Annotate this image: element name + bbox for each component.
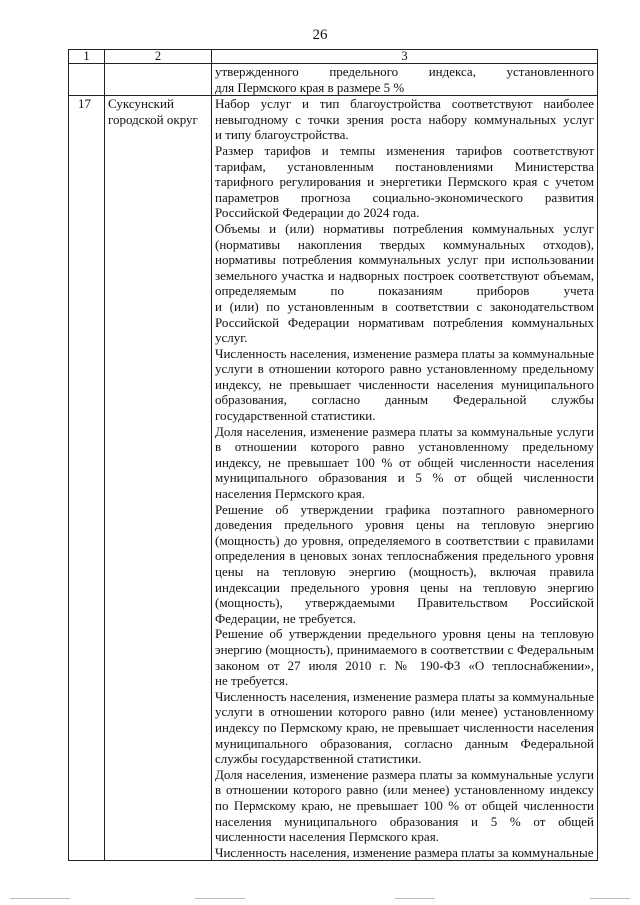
text-line: муниципального образования и 5 % от общей численности (215, 470, 594, 486)
text-line: индексу, не превышает численности населения муниципального (215, 376, 594, 392)
text-line: определения в ценовых зонах теплоснабжения предельного уровня (215, 548, 594, 564)
text-line: населения Пермского края. (215, 486, 366, 502)
header-col-2: 2 (105, 50, 212, 64)
text-line: параметров прогноза социально-экономического развития (215, 189, 594, 205)
text-line: земельного участка и надворных построек соответствуют объемам, (215, 267, 594, 283)
municipality-line: городской округ (108, 111, 198, 127)
text-line: и типу благоустройства. (215, 127, 349, 143)
text-line: законом от 27 июля 2010 г. № 190-ФЗ «О теплоснабжении», (215, 657, 594, 673)
paragraph (215, 96, 594, 143)
text-line: Набор услуг и тип благоустройства соответствуют наиболее (215, 96, 594, 112)
continuation-row (69, 64, 598, 96)
text-line: в отношении которого равно установленному предельному (215, 439, 594, 455)
paragraph (215, 143, 594, 221)
header-col-3: 3 (212, 50, 598, 64)
text-line: (мощность) до уровня, определяемого в соответствии с правилами (215, 532, 594, 548)
text-line: муниципального образования, согласно данным Федеральной (215, 735, 594, 751)
text-line: Решение об утверждении графика поэтапного равномерного (215, 501, 594, 517)
text-line: услуг. (215, 330, 248, 346)
text-line: государственной статистики. (215, 408, 376, 424)
scan-artifact-line (395, 898, 435, 899)
paragraph (215, 346, 594, 424)
text-line: для Пермского края в размере 5 % (215, 79, 405, 95)
text-line: по Пермскому краю, не превышает 100 % от общей численности (215, 797, 594, 813)
row-content (212, 96, 598, 861)
text-line: индексации предельного уровня цены на тепловую энергию (215, 579, 594, 595)
paragraph (215, 502, 594, 627)
text-line: (мощность), утверждаемыми Правительством Российской (215, 595, 594, 611)
text-line: Численность населения, изменение размера платы за коммунальные (215, 688, 594, 704)
text-line: тарифам, установленным постановлениями Министерства (215, 158, 594, 174)
text-line: энергию (мощность), принимаемого в соответствии с Федеральным (215, 641, 594, 657)
paragraph (215, 767, 594, 845)
text-line: Доля населения, изменение размера платы за коммунальные услуги (215, 423, 594, 439)
scan-artifact-line (10, 898, 70, 899)
text-line: доведения предельного уровня цены на тепловую энергию (215, 517, 594, 533)
text-line: индексу по Пермскому краю, не превышает численности населения (215, 719, 594, 735)
text-line: не требуется. (215, 673, 289, 689)
paragraph (215, 626, 594, 688)
text-line: услуги в отношении которого равно (или менее) установленному (215, 704, 594, 720)
text-line: цены на тепловую энергию (мощность), включая правила (215, 564, 594, 579)
text-line: Федерации, не требуется. (215, 610, 357, 626)
text-line: Численность населения, изменение размера платы за коммунальные (215, 844, 594, 860)
text-line: образования, согласно данным Федеральной службы (215, 392, 594, 408)
paragraph (215, 689, 594, 767)
municipality-name (105, 96, 212, 861)
text-line: утвержденного предельного индекса, установленного (215, 64, 594, 79)
text-line: Размер тарифов и темпы изменения тарифов соответствуют (215, 142, 594, 158)
text-line: Российской Федерации до 2024 года. (215, 205, 420, 221)
text-line: невыгодному с точки зрения роста набору коммунальных услуг (215, 111, 594, 127)
text-line: Численность населения, изменение размера платы за коммунальные (215, 345, 594, 361)
continuation-municipality-cell (105, 64, 212, 96)
text-line: в отношении которого равно (или менее) установленному индексу (215, 782, 594, 798)
text-line: численности населения Пермского края. (215, 829, 439, 845)
page-number: 26 (312, 27, 328, 43)
text-line: (нормативы накопления твердых коммунальных отходов), (215, 236, 594, 252)
text-line: населения муниципального образования и 5 % от общей (215, 813, 594, 829)
text-line: индексу, не превышает 100 % от общей численности населения (215, 454, 594, 470)
text-line: и (или) по установленным в соответствии с законодательством (215, 298, 594, 314)
paragraph (215, 424, 594, 502)
scan-artifact-line (195, 898, 245, 899)
scan-artifact-line (590, 898, 630, 899)
header-col-1: 1 (69, 50, 105, 64)
text-line: службы государственной статистики. (215, 751, 422, 767)
table-row (69, 96, 598, 861)
text-line: Российской Федерации нормативам потребления коммунальных (215, 314, 594, 330)
row-number: 17 (69, 96, 105, 861)
paragraph (215, 221, 594, 346)
continuation-number-cell (69, 64, 105, 96)
text-line: определяемым по показаниям приборов учета (215, 283, 594, 299)
document-table (68, 49, 598, 861)
text-line: нормативы потребления коммунальных услуг при использовании (215, 252, 594, 268)
table-header-row (69, 50, 598, 64)
paragraph (215, 845, 594, 861)
municipality-line: Суксунский (108, 96, 174, 112)
text-line: Доля населения, изменение размера платы за коммунальные услуги (215, 766, 594, 782)
text-line: Решение об утверждении предельного уровня цены на тепловую (215, 626, 594, 642)
continuation-text-cell (212, 64, 598, 96)
text-line: услуги в отношении которого равно установленному предельному (215, 361, 594, 377)
text-line: тарифного регулирования и энергетики Пермского края с учетом (215, 174, 594, 190)
text-line: Объемы и (или) нормативы потребления коммунальных услуг (215, 220, 594, 236)
